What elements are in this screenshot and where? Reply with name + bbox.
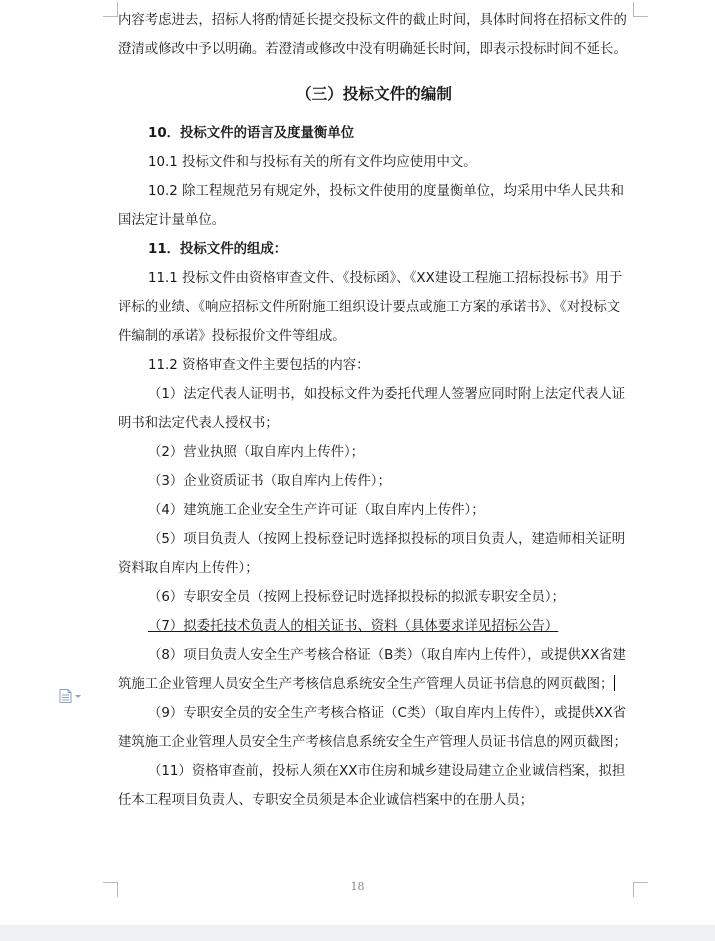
list-item-1: （1）法定代表人证明书，如投标文件为委托代理人签署应同时附上法定代表人证明书和法定代表人授权书； xyxy=(118,387,626,431)
paragraph-11-1: 11.1 投标文件由资格审查文件、《投标函》、《XX建设工程施工招标投标书》用于评标的业绩、《响应招标文件所附施工组织设计要点或施工方案的承诺书》、《对投标文件编制的承诺》投标报价文件等组成。 xyxy=(118,271,623,344)
corner-mark-top-right xyxy=(633,2,648,17)
section-heading: （三）投标文件的编制 xyxy=(296,85,452,103)
text-cursor xyxy=(614,675,615,691)
list-item-3: （3）企业资质证书（取自库内上传件）； xyxy=(148,474,391,489)
subheading-11: 11．投标文件的组成： xyxy=(148,242,288,257)
document-dropdown-icon[interactable] xyxy=(58,688,84,704)
list-item-11: （11）资格审查前，投标人须在XX市住房和城乡建设局建立企业诚信档案，拟担任本工程项目负责人、专职安全员须是本企业诚信档案中的在册人员； xyxy=(118,764,626,808)
list-item-8: （8）项目负责人安全生产考核合格证（B类）（取自库内上传件），或提供XX省建筑施工企业管理人员安全生产考核信息系统安全生产管理人员证书信息的网页截图； xyxy=(118,648,626,692)
corner-mark-top-left xyxy=(103,2,118,17)
list-item-8-wrapper xyxy=(118,641,630,699)
paragraph-10-1: 10.1 投标文件和与投标有关的所有文件均应使用中文。 xyxy=(148,155,477,170)
list-item-9: （9）专职安全员的安全生产考核合格证（C类）（取自库内上传件），或提供XX省建筑施工企业管理人员安全生产考核信息系统安全生产管理人员证书信息的网页截图； xyxy=(118,706,627,750)
document-body[interactable] xyxy=(118,6,630,815)
page-number: 18 xyxy=(350,880,365,893)
list-item-6: （6）专职安全员（按网上投标登记时选择拟投标的拟派专职安全员）； xyxy=(148,590,565,605)
list-item-7: （7）拟委托技术负责人的相关证书、资料（具体要求详见招标公告） xyxy=(148,619,559,634)
paragraph-11-2: 11.2 资格审查文件主要包括的内容： xyxy=(148,358,370,373)
list-item-7-wrapper xyxy=(118,612,630,641)
list-item-5: （5）项目负责人（按网上投标登记时选择拟投标的项目负责人，建造师相关证明资料取自库内上传件）； xyxy=(118,532,626,576)
subheading-10: 10．投标文件的语言及度量衡单位 xyxy=(148,126,355,141)
list-item-4: （4）建筑施工企业安全生产许可证（取自库内上传件）； xyxy=(148,503,485,518)
list-item-2: （2）营业执照（取自库内上传件）； xyxy=(148,445,365,460)
paragraph-continuation: 内容考虑进去，招标人将酌情延长提交投标文件的截止时间，具体时间将在招标文件的澄清或修改中予以明确。若澄清或修改中没有明确延长时间，即表示投标时间不延长。 xyxy=(118,13,627,57)
paragraph-10-2: 10.2 除工程规范另有规定外，投标文件使用的度量衡单位，均采用中华人民共和国法定计量单位。 xyxy=(118,184,624,228)
